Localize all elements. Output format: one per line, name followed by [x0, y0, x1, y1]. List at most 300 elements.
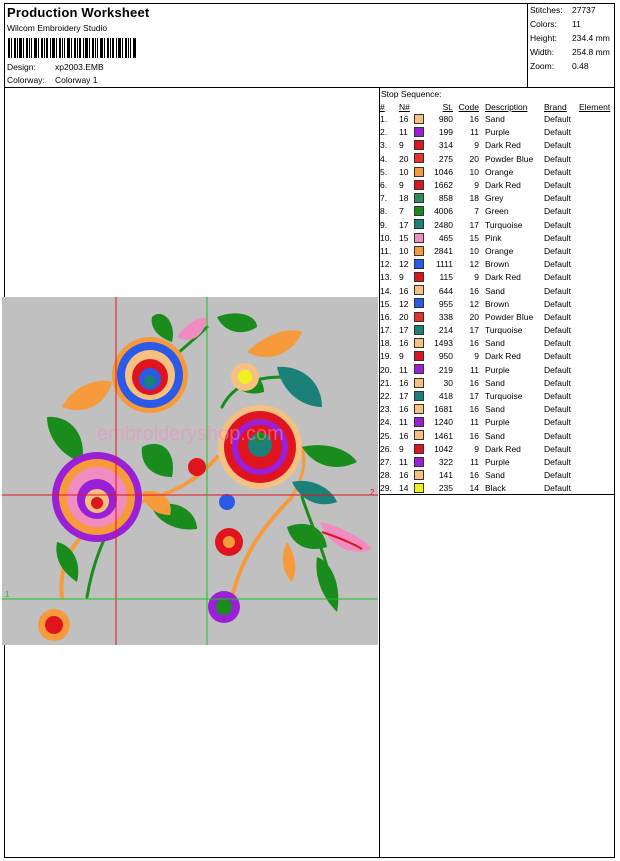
row-element: [579, 245, 610, 258]
row-brand: Default: [544, 232, 571, 243]
row-index: 19.: [380, 351, 392, 362]
table-row: [380, 258, 610, 271]
row-swatch: [414, 337, 428, 350]
row-stitches: 1111: [435, 259, 453, 270]
col-header-swatch: [414, 100, 428, 113]
table-row: [380, 113, 610, 126]
stop-sequence-rows: [380, 113, 610, 495]
row-description: Dark Red: [485, 351, 521, 362]
row-stitches: 314: [438, 140, 453, 151]
row-element: [579, 232, 610, 245]
table-row: [380, 179, 610, 192]
row-brand: Default: [544, 127, 571, 138]
row-code: 16: [469, 114, 479, 125]
table-row: [380, 126, 610, 139]
color-swatch: [414, 364, 424, 374]
row-code: 17: [469, 391, 479, 402]
row-index: 3.: [380, 140, 388, 151]
row-index: 6.: [380, 180, 388, 191]
row-stitches: 1240: [434, 417, 453, 428]
row-brand: Default: [544, 206, 571, 217]
row-index: 12.: [380, 259, 392, 270]
table-row: [380, 364, 610, 377]
row-needle: 16: [399, 377, 409, 388]
row-stitches: 858: [438, 193, 453, 204]
row-index: 26.: [380, 443, 392, 454]
row-swatch: [414, 179, 428, 192]
row-index: 5.: [380, 166, 388, 177]
row-code: 9: [474, 140, 479, 151]
row-index: 11.: [380, 245, 392, 256]
row-needle: 7: [399, 206, 404, 217]
design-stats: [527, 3, 615, 88]
row-brand: Default: [544, 417, 571, 428]
table-row: [380, 311, 610, 324]
col-header-element: Element: [579, 101, 611, 112]
marker-right: 2: [370, 488, 375, 497]
row-code: 15: [469, 232, 479, 243]
row-index: 8.: [380, 206, 388, 217]
row-code: 16: [469, 404, 479, 415]
colorway-row: [7, 75, 98, 85]
row-description: Purple: [485, 456, 510, 467]
row-swatch: [414, 416, 428, 429]
table-row: [380, 245, 610, 258]
row-needle: 14: [399, 483, 409, 494]
row-description: Dark Red: [485, 140, 521, 151]
color-swatch: [414, 325, 424, 335]
row-stitches: 1681: [434, 404, 453, 415]
row-element: [579, 350, 610, 363]
table-row: [380, 443, 610, 456]
marker-left: 1: [5, 590, 10, 599]
row-needle: 10: [399, 166, 409, 177]
row-description: Orange: [485, 166, 514, 177]
row-stitches: 644: [438, 285, 453, 296]
row-element: [579, 284, 610, 297]
row-description: Brown: [485, 259, 510, 270]
row-element: [579, 166, 610, 179]
row-code: 9: [474, 351, 479, 362]
row-needle: 20: [399, 311, 409, 322]
row-code: 12: [469, 298, 479, 309]
row-code: 7: [474, 206, 479, 217]
row-index: 10.: [380, 232, 392, 243]
row-stitches: 219: [438, 364, 453, 375]
row-swatch: [414, 284, 428, 297]
table-row: [380, 298, 610, 311]
row-element: [579, 179, 610, 192]
col-header-index: #: [380, 101, 385, 112]
row-description: Green: [485, 206, 509, 217]
colorway-label: Colorway:: [7, 75, 45, 85]
color-swatch: [414, 312, 424, 322]
table-row: [380, 482, 610, 495]
row-index: 17.: [380, 325, 392, 336]
row-brand: Default: [544, 311, 571, 322]
row-stitches: 1461: [434, 430, 453, 441]
row-needle: 16: [399, 404, 409, 415]
row-description: Sand: [485, 404, 505, 415]
row-stitches: 115: [439, 272, 453, 283]
table-row: [380, 377, 610, 390]
page-title: Production Worksheet: [7, 5, 150, 20]
table-row: [380, 469, 610, 482]
row-stitches: 1042: [434, 443, 453, 454]
row-index: 29.: [380, 483, 392, 494]
row-index: 15.: [380, 298, 392, 309]
watermark: embroideryshop.com: [97, 423, 284, 445]
row-code: 16: [469, 377, 479, 388]
stitches-row: [530, 5, 596, 15]
row-needle: 16: [399, 114, 409, 125]
color-swatch: [414, 404, 424, 414]
row-brand: Default: [544, 219, 571, 230]
row-code: 12: [469, 259, 479, 270]
row-element: [579, 482, 610, 495]
row-swatch: [414, 311, 428, 324]
row-code: 9: [474, 180, 479, 191]
color-swatch: [414, 259, 424, 269]
row-element: [579, 139, 610, 152]
row-index: 18.: [380, 338, 392, 349]
table-row: [380, 390, 610, 403]
table-row: [380, 166, 610, 179]
colors-value: 11: [572, 19, 581, 29]
row-index: 24.: [380, 417, 392, 428]
zoom-value: 0.48: [572, 61, 589, 71]
color-swatch: [414, 246, 424, 256]
row-description: Dark Red: [485, 180, 521, 191]
row-swatch: [414, 232, 428, 245]
row-code: 20: [469, 153, 479, 164]
row-swatch: [414, 390, 428, 403]
row-index: 27.: [380, 456, 392, 467]
row-code: 10: [469, 245, 479, 256]
row-brand: Default: [544, 140, 571, 151]
row-needle: 17: [399, 325, 409, 336]
row-brand: Default: [544, 325, 571, 336]
width-label: Width:: [530, 47, 555, 57]
row-stitches: 2480: [434, 219, 453, 230]
row-needle: 18: [399, 193, 409, 204]
row-brand: Default: [544, 166, 571, 177]
row-stitches: 465: [438, 232, 453, 243]
row-stitches: 322: [438, 456, 453, 467]
table-row: [380, 350, 610, 363]
design-row: [7, 62, 104, 72]
row-description: Turquoise: [485, 325, 523, 336]
row-element: [579, 403, 610, 416]
row-stitches: 418: [438, 391, 453, 402]
row-description: Sand: [485, 377, 505, 388]
row-brand: Default: [544, 285, 571, 296]
row-needle: 9: [399, 443, 404, 454]
table-header-row: [380, 100, 610, 113]
row-needle: 9: [399, 180, 404, 191]
row-brand: Default: [544, 470, 571, 481]
row-code: 18: [469, 193, 479, 204]
row-code: 11: [470, 364, 479, 375]
row-description: Sand: [485, 114, 505, 125]
row-description: Turquoise: [485, 219, 523, 230]
height-label: Height:: [530, 33, 557, 43]
row-description: Sand: [485, 338, 505, 349]
row-index: 2.: [380, 127, 388, 138]
row-element: [579, 443, 610, 456]
col-header-code: Code: [458, 101, 479, 112]
row-code: 10: [469, 166, 479, 177]
table-row: [380, 219, 610, 232]
row-stitches: 338: [438, 311, 453, 322]
row-description: Pink: [485, 232, 502, 243]
row-swatch: [414, 126, 428, 139]
row-index: 7.: [380, 193, 388, 204]
stitches-label: Stitches:: [530, 5, 563, 15]
col-header-needle: N#: [399, 101, 410, 112]
row-stitches: 4006: [434, 206, 453, 217]
color-swatch: [414, 140, 424, 150]
col-header-stitches: St.: [442, 101, 453, 112]
row-index: 25.: [380, 430, 392, 441]
row-element: [579, 219, 610, 232]
row-description: Brown: [485, 298, 510, 309]
row-code: 16: [469, 338, 479, 349]
row-swatch: [414, 469, 428, 482]
color-swatch: [414, 193, 424, 203]
row-code: 17: [469, 325, 479, 336]
color-swatch: [414, 457, 424, 467]
color-swatch: [414, 378, 424, 388]
row-swatch: [414, 443, 428, 456]
row-swatch: [414, 271, 428, 284]
row-element: [579, 126, 610, 139]
row-index: 13.: [380, 272, 392, 283]
worksheet-header: [4, 3, 615, 88]
row-code: 9: [474, 443, 479, 454]
row-needle: 17: [399, 219, 409, 230]
table-row: [380, 337, 610, 350]
row-element: [579, 113, 610, 126]
row-element: [579, 364, 610, 377]
row-swatch: [414, 377, 428, 390]
row-element: [579, 205, 610, 218]
row-code: 17: [469, 219, 479, 230]
table-row: [380, 403, 610, 416]
row-element: [579, 153, 610, 166]
row-stitches: 950: [438, 351, 453, 362]
row-description: Powder Blue: [485, 311, 534, 322]
row-element: [579, 456, 610, 469]
row-stitches: 275: [438, 153, 453, 164]
row-stitches: 1046: [434, 166, 453, 177]
row-code: 16: [469, 430, 479, 441]
row-description: Orange: [485, 245, 514, 256]
row-swatch: [414, 350, 428, 363]
color-swatch: [414, 470, 424, 480]
row-needle: 11: [399, 456, 408, 467]
table-row: [380, 456, 610, 469]
row-swatch: [414, 364, 428, 377]
row-code: 16: [469, 470, 479, 481]
row-needle: 15: [399, 232, 409, 243]
red-flower: [218, 405, 302, 489]
row-needle: 9: [399, 272, 404, 283]
row-description: Turquoise: [485, 391, 523, 402]
color-swatch: [414, 114, 424, 124]
color-swatch: [414, 180, 424, 190]
row-description: Purple: [485, 417, 510, 428]
row-stitches: 980: [438, 114, 453, 125]
row-swatch: [414, 205, 428, 218]
table-row: [380, 271, 610, 284]
width-row: [530, 47, 610, 57]
row-description: Black: [485, 483, 506, 494]
row-element: [579, 324, 610, 337]
color-swatch: [414, 219, 424, 229]
row-brand: Default: [544, 259, 571, 270]
row-stitches: 955: [438, 298, 453, 309]
row-code: 16: [469, 285, 479, 296]
row-brand: Default: [544, 443, 571, 454]
row-needle: 16: [399, 338, 409, 349]
row-element: [579, 258, 610, 271]
table-row: [380, 284, 610, 297]
color-swatch: [414, 298, 424, 308]
stop-sequence-title: Stop Sequence:: [381, 89, 442, 99]
row-code: 11: [470, 456, 479, 467]
row-code: 9: [474, 272, 479, 283]
zoom-row: [530, 61, 589, 71]
row-needle: 16: [399, 430, 409, 441]
colors-label: Colors:: [530, 19, 557, 29]
row-element: [579, 311, 610, 324]
color-swatch: [414, 167, 424, 177]
blue-flower: [112, 337, 188, 413]
row-brand: Default: [544, 245, 571, 256]
row-index: 4.: [380, 153, 388, 164]
row-index: 23.: [380, 404, 392, 415]
color-swatch: [414, 444, 424, 454]
height-row: [530, 33, 610, 43]
row-swatch: [414, 245, 428, 258]
color-swatch: [414, 417, 424, 427]
row-needle: 20: [399, 153, 409, 164]
table-row: [380, 153, 610, 166]
row-index: 21.: [380, 377, 392, 388]
table-row: [380, 416, 610, 429]
row-swatch: [414, 258, 428, 271]
row-stitches: 30: [443, 377, 453, 388]
row-index: 28.: [380, 470, 392, 481]
row-needle: 11: [399, 364, 408, 375]
table-row: [380, 324, 610, 337]
width-value: 254.8 mm: [572, 47, 610, 57]
table-row: [380, 430, 610, 443]
row-element: [579, 377, 610, 390]
row-element: [579, 298, 610, 311]
color-swatch: [414, 391, 424, 401]
row-needle: 11: [399, 417, 408, 428]
row-element: [579, 337, 610, 350]
row-swatch: [414, 219, 428, 232]
row-needle: 16: [399, 285, 409, 296]
row-brand: Default: [544, 272, 571, 283]
color-swatch: [414, 430, 424, 440]
row-description: Dark Red: [485, 443, 521, 454]
row-code: 11: [470, 417, 479, 428]
row-needle: 12: [399, 298, 409, 309]
row-needle: 9: [399, 351, 404, 362]
color-swatch: [414, 338, 424, 348]
row-code: 11: [470, 127, 479, 138]
table-row: [380, 232, 610, 245]
embroidery-preview: [2, 297, 378, 645]
col-header-brand: Brand: [544, 101, 567, 112]
row-stitches: 1493: [434, 338, 453, 349]
design-label: Design:: [7, 62, 36, 72]
colorway-value: Colorway 1: [55, 75, 98, 85]
row-needle: 11: [399, 127, 408, 138]
row-brand: Default: [544, 377, 571, 388]
table-row: [380, 192, 610, 205]
row-index: 1.: [380, 114, 388, 125]
row-brand: Default: [544, 483, 571, 494]
color-swatch: [414, 233, 424, 243]
row-brand: Default: [544, 180, 571, 191]
row-swatch: [414, 430, 428, 443]
row-swatch: [414, 153, 428, 166]
row-swatch: [414, 113, 428, 126]
row-swatch: [414, 139, 428, 152]
row-needle: 10: [399, 245, 409, 256]
row-swatch: [414, 192, 428, 205]
row-swatch: [414, 482, 428, 495]
row-description: Sand: [485, 430, 505, 441]
row-element: [579, 416, 610, 429]
row-swatch: [414, 298, 428, 311]
row-element: [579, 469, 610, 482]
row-needle: 12: [399, 259, 409, 270]
row-description: Sand: [485, 285, 505, 296]
row-stitches: 141: [438, 470, 453, 481]
row-brand: Default: [544, 364, 571, 375]
row-index: 14.: [380, 285, 392, 296]
row-description: Powder Blue: [485, 153, 534, 164]
purple-flower: [52, 452, 142, 542]
row-brand: Default: [544, 298, 571, 309]
row-index: 20.: [380, 364, 392, 375]
row-index: 16.: [380, 311, 392, 322]
row-brand: Default: [544, 456, 571, 467]
row-needle: 17: [399, 391, 409, 402]
row-description: Dark Red: [485, 272, 521, 283]
row-description: Grey: [485, 193, 504, 204]
stitches-value: 27737: [572, 5, 596, 15]
row-stitches: 199: [438, 127, 453, 138]
row-description: Purple: [485, 364, 510, 375]
zoom-label: Zoom:: [530, 61, 555, 71]
color-swatch: [414, 206, 424, 216]
color-swatch: [414, 272, 424, 282]
row-brand: Default: [544, 391, 571, 402]
row-brand: Default: [544, 338, 571, 349]
barcode: [8, 38, 136, 58]
row-stitches: 235: [438, 483, 453, 494]
row-stitches: 1662: [434, 180, 453, 191]
row-code: 20: [469, 311, 479, 322]
design-value: xp2003.EMB: [55, 62, 104, 72]
